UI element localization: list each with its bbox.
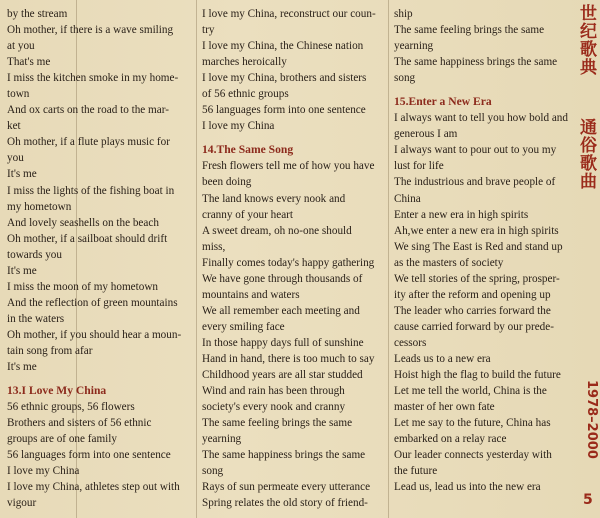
column-divider xyxy=(388,0,389,518)
lyric-line: Ah,we enter a new era in high spirits xyxy=(394,224,559,237)
lyric-line: yearning xyxy=(394,40,434,53)
lyric-line: Fresh flowers tell me of how you have xyxy=(202,160,375,173)
lyric-line: Brothers and sisters of 56 ethnic xyxy=(7,417,152,430)
lyric-line: Wind and rain has been through xyxy=(202,385,345,398)
lyric-line: embarked on a relay race xyxy=(394,433,507,446)
lyric-line: society's every nook and cranny xyxy=(202,401,346,414)
lyric-line: Hoist high the flag to build the future xyxy=(394,369,561,382)
lyric-line: vigour xyxy=(7,497,37,510)
lyric-line: Let me say to the future, China has xyxy=(394,417,551,430)
lyric-line: Childhood years are all star studded xyxy=(202,369,363,382)
lyric-line: Enter a new era in high spirits xyxy=(394,208,529,221)
lyric-line: We sing The East is Red and stand up xyxy=(394,240,563,253)
lyric-line: generous I am xyxy=(394,128,458,141)
lyric-line: mountains and waters xyxy=(202,288,300,301)
lyric-line: It's me xyxy=(7,361,37,374)
lyric-line: Oh mother, if a sailboat should drift xyxy=(7,232,168,245)
lyric-line: I love my China xyxy=(202,120,275,133)
lyric-line: The leader who carries forward the xyxy=(394,304,551,317)
lyric-line: I love my China, athletes step out with xyxy=(7,481,180,494)
lyric-line: I always want to tell you how bold and xyxy=(394,112,568,125)
section-gap xyxy=(394,86,577,94)
year-range: 1978–2000 xyxy=(584,380,599,459)
lyric-line: ship xyxy=(394,8,413,20)
lyric-line: It's me xyxy=(7,168,37,181)
lyric-line: The same happiness brings the same xyxy=(394,56,558,69)
lyric-line: at you xyxy=(7,40,35,53)
lyric-line: master of her own fate xyxy=(394,401,495,414)
lyric-line: A sweet dream, oh no-one should xyxy=(202,224,352,237)
section-gap xyxy=(7,375,193,383)
lyric-line: towards you xyxy=(7,248,62,261)
lyric-line: Oh mother, if there is a wave smiling xyxy=(7,24,174,37)
lyric-line: China xyxy=(394,192,421,205)
lyric-line: Lead us, lead us into the new era xyxy=(394,481,541,494)
lyric-line: ket xyxy=(7,120,21,133)
lyric-line: town xyxy=(7,88,30,101)
lyric-line: I love my China xyxy=(7,465,80,478)
lyric-line: song xyxy=(394,72,416,85)
lyric-line: as the masters of society xyxy=(394,256,504,269)
lyric-line: I love my China, reconstruct our coun- xyxy=(202,8,376,20)
lyric-line: groups are of one family xyxy=(7,433,117,446)
song-heading: 15.Enter a New Era xyxy=(394,95,492,109)
lyric-line: try xyxy=(202,24,215,37)
lyric-line: The industrious and brave people of xyxy=(394,176,556,189)
lyric-line: The same happiness brings the same xyxy=(202,449,366,462)
lyric-line: Oh mother, if you should hear a moun- xyxy=(7,328,182,341)
lyric-line: I always want to pour out to you my xyxy=(394,144,557,157)
lyric-line: Let me tell the world, China is the xyxy=(394,385,547,398)
lyric-line: 56 languages form into one sentence xyxy=(7,449,171,462)
lyric-line: I miss the moon of my hometown xyxy=(7,280,159,293)
song-heading: 14.The Same Song xyxy=(202,143,294,157)
lyric-line: The land knows every nook and xyxy=(202,192,346,205)
lyric-line: We tell stories of the spring, prosper- xyxy=(394,272,560,285)
lyric-line: miss, xyxy=(202,240,226,253)
lyric-line: Spring relates the old story of friend- xyxy=(202,497,368,510)
lyric-line: I love my China, brothers and sisters xyxy=(202,72,367,85)
lyric-line: lust for life xyxy=(394,160,444,173)
song-heading: 13.I Love My China xyxy=(7,384,107,398)
lyric-line: every smiling face xyxy=(202,320,285,333)
lyric-line: you xyxy=(7,152,24,165)
lyrics-column-1 xyxy=(7,6,193,511)
lyric-line: in the waters xyxy=(7,312,65,325)
lyric-line: We have gone through thousands of xyxy=(202,272,363,285)
section-gap xyxy=(202,134,385,142)
lyric-line: been doing xyxy=(202,176,252,189)
lyric-line: And ox carts on the road to the mar- xyxy=(7,104,169,117)
lyric-line: Oh mother, if a flute plays music for xyxy=(7,136,170,149)
lyric-line: the future xyxy=(394,465,438,478)
lyric-line: And lovely seashells on the beach xyxy=(7,216,159,229)
lyric-line: yearning xyxy=(202,433,242,446)
column-divider xyxy=(196,0,197,518)
lyric-line: The same feeling brings the same xyxy=(202,417,353,430)
lyric-line: Rays of sun permeate every utterance xyxy=(202,481,371,494)
page-number: 5 xyxy=(583,492,593,508)
lyric-line: And the reflection of green mountains xyxy=(7,296,178,309)
lyric-line: In those happy days full of sunshine xyxy=(202,336,364,349)
lyric-line: cause carried forward by our prede- xyxy=(394,320,554,333)
lyric-line: tain song from afar xyxy=(7,344,93,357)
lyric-line: Finally comes today's happy gathering xyxy=(202,256,375,269)
lyric-line: I miss the lights of the fishing boat in xyxy=(7,184,175,197)
lyric-line: We all remember each meeting and xyxy=(202,304,360,317)
lyric-line: Hand in hand, there is too much to say xyxy=(202,352,375,365)
lyric-line: by the stream xyxy=(7,8,68,20)
lyric-line: I miss the kitchen smoke in my home- xyxy=(7,72,179,85)
lyric-line: my hometown xyxy=(7,200,72,213)
lyric-line: I love my China, the Chinese nation xyxy=(202,40,364,53)
lyric-line: cranny of your heart xyxy=(202,208,294,221)
lyric-line: The same feeling brings the same xyxy=(394,24,545,37)
lyric-line: 56 languages form into one sentence xyxy=(202,104,366,117)
lyric-line: ity after the reform and opening up xyxy=(394,288,551,301)
lyric-line: song xyxy=(202,465,224,478)
lyric-line: Leads us to a new era xyxy=(394,352,491,365)
lyrics-column-2 xyxy=(202,6,385,511)
lyric-line: marches heroically xyxy=(202,56,287,69)
lyric-line: 56 ethnic groups, 56 flowers xyxy=(7,401,135,414)
lyric-line: of 56 ethnic groups xyxy=(202,88,289,101)
genre-title: 通俗歌曲 xyxy=(576,118,596,190)
lyric-line: That's me xyxy=(7,56,51,69)
series-title: 世纪歌典 xyxy=(576,4,596,76)
lyric-line: It's me xyxy=(7,264,37,277)
lyric-line: cessors xyxy=(394,336,427,349)
lyrics-column-3 xyxy=(394,6,577,495)
lyric-line: Our leader connects yesterday with xyxy=(394,449,552,462)
